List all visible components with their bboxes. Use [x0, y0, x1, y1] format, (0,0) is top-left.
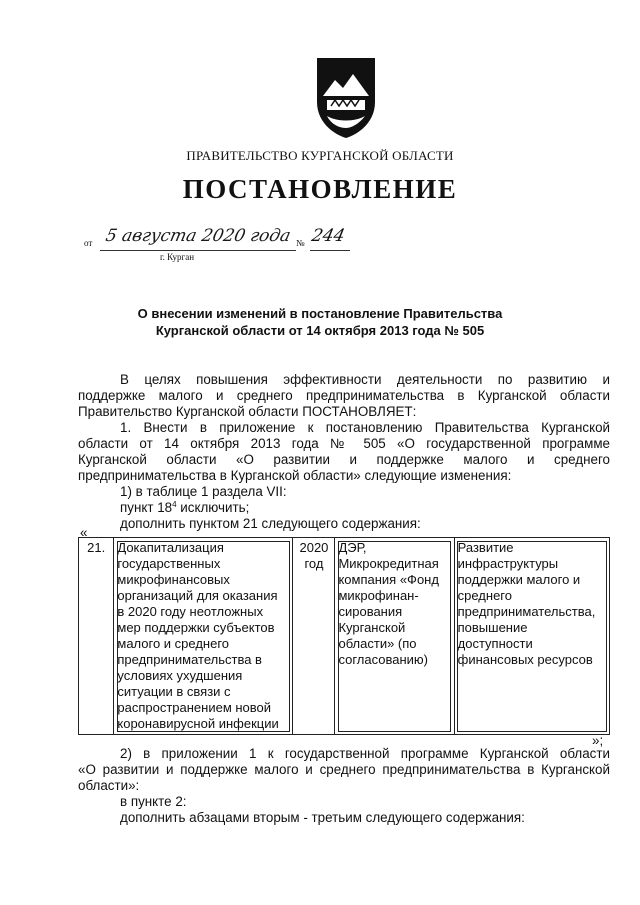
table-cell-action — [114, 538, 293, 735]
cell-line: распространением новой — [117, 700, 272, 715]
cell-line: ДЭР, — [338, 540, 367, 555]
paragraph-line: дополнить пунктом 21 следующего содержания: — [120, 516, 421, 531]
text-fragment: исключить; — [176, 500, 250, 515]
cell-line: компания «Фонд — [338, 572, 439, 587]
closing-quote: »; — [592, 733, 604, 748]
cell-line: поддержки малого и — [457, 572, 581, 587]
table-cell-number — [79, 538, 114, 735]
paragraph-line: области»: — [78, 778, 140, 793]
paragraph-line: дополнить абзацами вторым - третьим следующего содержания: — [120, 810, 525, 825]
cell-line: организаций для оказания — [117, 588, 278, 603]
cell-line: согласованию) — [338, 652, 429, 667]
cell-line: финансовых ресурсов — [457, 652, 593, 667]
paragraph-line: В целях повышения эффективности деятельности по развитию и — [120, 372, 610, 387]
cell-lines — [117, 540, 289, 732]
cell-line: условиях ухудшения — [117, 668, 243, 683]
paragraph-line: поддержке малого и среднего предпринимательства в Курганской области — [78, 388, 610, 403]
paragraph-line: Правительство Курганской области ПОСТАНОВЛЯЕТ: — [78, 404, 417, 419]
superscript: 4 — [172, 500, 177, 509]
cell-line: микрофинан- — [338, 588, 419, 603]
program-table — [78, 537, 610, 735]
cell-line: 2020 — [299, 540, 329, 555]
city: г. Курган — [160, 252, 195, 262]
cell-line: государственных — [117, 556, 221, 571]
paragraph-line: «О развитии и поддержке малого и среднего предпринимательства в Курганской — [78, 762, 610, 777]
paragraph-line: области от 14 октября 2013 года № 505 «О государственной программе — [78, 436, 610, 451]
opening-quote: « — [80, 525, 88, 540]
cell-line: мер поддержки субъектов — [117, 620, 275, 635]
text-fragment: пункт 18 — [120, 500, 173, 515]
paragraph-line: 1. Внести в приложение к постановлению Правительства Курганской — [120, 420, 610, 435]
cell-line: среднего — [457, 588, 512, 603]
paragraph-line: Курганской области «О развитии и поддержке малого и среднего — [78, 452, 610, 467]
cell-line: инфраструктуры — [457, 556, 559, 571]
cell-line: год — [304, 556, 324, 571]
number-underline — [310, 250, 350, 251]
document-title — [0, 305, 640, 339]
paragraph-line: 1) в таблице 1 раздела VII: — [120, 484, 287, 499]
document-type: ПОСТАНОВЛЕНИЕ — [182, 174, 458, 204]
cell-line: коронавирусной инфекции — [117, 716, 279, 731]
date-underline — [100, 250, 296, 251]
table-cell-result — [454, 538, 609, 735]
handwritten-date: 5 августа 2020 года — [103, 226, 293, 246]
title-line: О внесении изменений в постановление Правительства — [137, 306, 503, 321]
organization-name: ПРАВИТЕЛЬСТВО КУРГАНСКОЙ ОБЛАСТИ — [186, 148, 454, 163]
cell-text: 21. — [87, 540, 106, 555]
cell-line: сирования — [338, 604, 403, 619]
paragraph-line: 2) в приложении 1 к государственной программе Курганской области — [120, 746, 610, 761]
cell-line: области» (по — [338, 636, 417, 651]
cell-line: доступности — [457, 636, 533, 651]
paragraph-line — [120, 500, 249, 516]
cell-line: предпринимательства, — [457, 604, 596, 619]
date-prefix: от — [84, 238, 93, 248]
paragraph-line: в пункте 2: — [120, 794, 187, 809]
paragraph-line: предпринимательства в Курганской области» следующие изменения: — [78, 468, 512, 483]
handwritten-number: 244 — [309, 226, 347, 246]
title-line: Курганской области от 14 октября 2013 года № 505 — [155, 323, 485, 338]
cell-lines — [296, 540, 331, 572]
cell-line: в 2020 году неотложных — [117, 604, 264, 619]
coat-of-arms-emblem — [313, 56, 379, 140]
table-row — [79, 538, 610, 735]
date-line — [84, 228, 384, 268]
table-cell-executor — [335, 538, 454, 735]
cell-line: ситуации в связи с — [117, 684, 231, 699]
cell-line: повышение — [457, 620, 528, 635]
cell-line: предпринимательства в — [117, 652, 262, 667]
cell-line: микрофинансовых — [117, 572, 230, 587]
cell-line: Докапитализация — [117, 540, 224, 555]
cell-lines — [458, 540, 606, 668]
cell-line: малого и среднего — [117, 636, 230, 651]
cell-line: Развитие — [457, 540, 514, 555]
cell-line: Курганской — [338, 620, 406, 635]
table-cell-year — [293, 538, 335, 735]
cell-line: Микрокредитная — [338, 556, 439, 571]
number-prefix: № — [296, 238, 305, 248]
cell-lines — [338, 540, 450, 668]
